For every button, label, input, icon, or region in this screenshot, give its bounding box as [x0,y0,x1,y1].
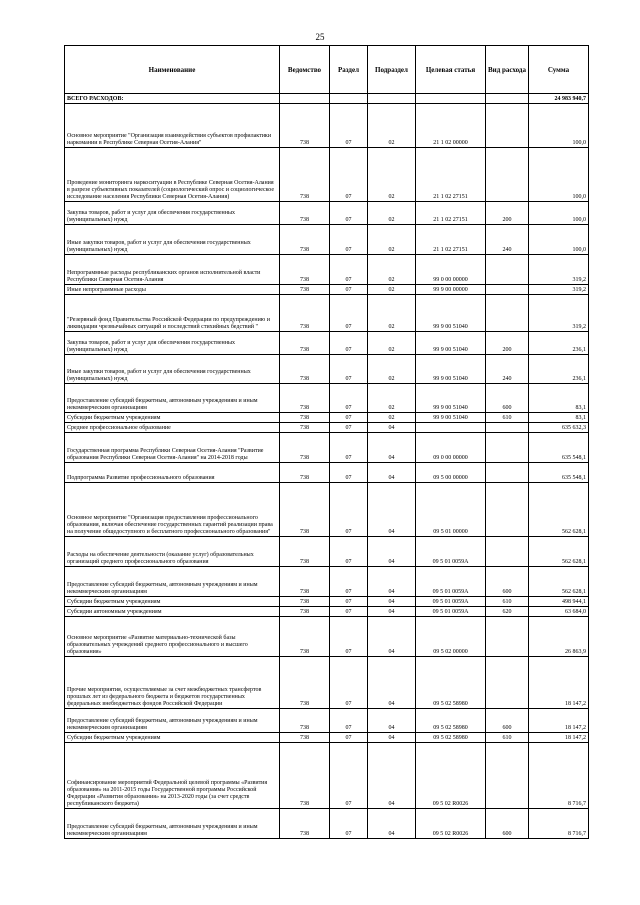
table-row [65,537,589,567]
cell-vid [486,433,529,463]
cell-name: Основное мероприятие "Организация взаимодействия субъектов профилактики наркомании в Республике Северная Осетия-Алания" [65,104,280,148]
cell-sec: 07 [330,433,368,463]
table-row [65,709,589,733]
cell-vid [486,483,529,537]
cell-tgt: 99 9 00 00000 [416,285,486,295]
cell-sec: 07 [330,567,368,597]
table-row [65,423,589,433]
cell-name: ВСЕГО РАСХОДОВ: [65,94,280,104]
cell-name: Проведение мониторинга наркоситуации в Республике Северная Осетия-Алания в разрезе субъективных показателей (социологический опрос и социологическое исследование населения Республики Северная Осетия-Алания) [65,148,280,202]
cell-tgt: 09 5 01 00000 [416,483,486,537]
cell-sub: 02 [368,225,416,255]
table-row [65,617,589,657]
cell-tgt: 09 5 01 0059А [416,597,486,607]
cell-sum: 100,0 [529,104,589,148]
cell-dept: 738 [280,355,330,384]
cell-name: Софинансирование мероприятий Федеральной целевой программы «Развития образования» на 2011-2015 годы Государственной программы Российской Федерации «Развития образования» на 2013-2020 годы (за счет средств республиканского бюджета) [65,743,280,809]
cell-name: Иные непрограммные расходы [65,285,280,295]
cell-sum: 498 944,1 [529,597,589,607]
cell-name: Субсидии бюджетным учреждениям [65,733,280,743]
cell-tgt [416,94,486,104]
cell-vid [486,295,529,332]
cell-vid: 600 [486,709,529,733]
cell-dept: 738 [280,709,330,733]
cell-dept: 738 [280,423,330,433]
cell-sub: 04 [368,617,416,657]
cell-tgt: 21 1 02 27151 [416,148,486,202]
table-row [65,743,589,809]
cell-sum: 83,1 [529,384,589,413]
cell-name: "Резервный фонд Правительства Российской Федерации по предупреждению и ликвидации чрезвычайных ситуаций и последствий стихийных бедствий " [65,295,280,332]
cell-sub: 04 [368,597,416,607]
cell-name: Предоставление субсидий бюджетным, автономным учреждениям и иным некоммерческим организациям [65,809,280,839]
cell-name: Иные закупки товаров, работ и услуг для обеспечения государственных (муниципальных) нужд [65,225,280,255]
cell-tgt: 09 5 00 00000 [416,463,486,483]
cell-vid [486,423,529,433]
table-row [65,597,589,607]
page-number: 25 [315,32,325,42]
cell-sub: 02 [368,255,416,285]
table-row [65,148,589,202]
cell-dept: 738 [280,809,330,839]
cell-sum: 236,1 [529,332,589,355]
cell-dept: 738 [280,433,330,463]
cell-sec: 07 [330,413,368,423]
cell-sub: 04 [368,743,416,809]
cell-vid: 240 [486,355,529,384]
cell-sec: 07 [330,423,368,433]
cell-tgt: 09 5 01 0059А [416,607,486,617]
cell-name: Предоставление субсидий бюджетным, автономным учреждениям и иным некоммерческим организациям [65,709,280,733]
cell-sum: 8 716,7 [529,743,589,809]
cell-tgt: 21 1 02 00000 [416,104,486,148]
cell-sum: 24 983 940,7 [529,94,589,104]
header-exptype: Вид расхода [486,46,529,94]
table-row [65,433,589,463]
cell-sec: 07 [330,597,368,607]
cell-sec: 07 [330,285,368,295]
cell-sum: 18 147,2 [529,733,589,743]
cell-vid [486,94,529,104]
cell-tgt: 21 1 02 27151 [416,202,486,225]
cell-dept: 738 [280,463,330,483]
table-row [65,285,589,295]
cell-sec: 07 [330,202,368,225]
cell-sec: 07 [330,657,368,709]
cell-name: Закупка товаров, работ и услуг для обеспечения государственных (муниципальных) нужд [65,202,280,225]
cell-tgt: 99 9 00 51040 [416,413,486,423]
cell-sum: 18 147,2 [529,709,589,733]
cell-name: Закупка товаров, работ и услуг для обеспечения государственных (муниципальных) нужд [65,332,280,355]
cell-sum: 562 628,1 [529,567,589,597]
cell-vid [486,743,529,809]
table-row [65,255,589,285]
cell-tgt: 99 9 00 51040 [416,384,486,413]
cell-sec: 07 [330,743,368,809]
cell-name: Государственная программа Республики Северная Осетия-Алания "Развитие образования Республики Северная Осетия-Алания" на 2014-2018 годы [65,433,280,463]
cell-vid [486,285,529,295]
table-row [65,607,589,617]
cell-vid: 200 [486,202,529,225]
cell-dept: 738 [280,202,330,225]
header-sum: Сумма [529,46,589,94]
cell-tgt: 09 5 01 0059А [416,537,486,567]
cell-tgt: 99 9 00 51040 [416,355,486,384]
cell-name: Непрограммные расходы республиканских органов исполнительной власти Республики Северная Осетия-Алания [65,255,280,285]
cell-name: Предоставление субсидий бюджетным, автономным учреждениям и иным некоммерческим организациям [65,567,280,597]
cell-tgt: 21 1 02 27151 [416,225,486,255]
cell-sub: 02 [368,285,416,295]
cell-sum: 319,2 [529,255,589,285]
cell-sum: 18 147,2 [529,657,589,709]
cell-sum: 100,0 [529,225,589,255]
cell-dept: 738 [280,104,330,148]
cell-name: Субсидии автономным учреждениям [65,607,280,617]
cell-vid [486,255,529,285]
cell-sec: 07 [330,225,368,255]
cell-sub: 02 [368,104,416,148]
cell-sec: 07 [330,617,368,657]
table-row [65,733,589,743]
cell-vid [486,537,529,567]
cell-sub: 02 [368,202,416,225]
cell-sub [368,94,416,104]
cell-vid [486,657,529,709]
cell-tgt: 09 5 02 00000 [416,617,486,657]
cell-sec: 07 [330,148,368,202]
cell-sec: 07 [330,255,368,285]
cell-vid: 600 [486,384,529,413]
cell-name: Основное мероприятие «Развитие материально-технической базы образовательных учреждений среднего профессионального и высшего образования» [65,617,280,657]
cell-dept [280,94,330,104]
cell-vid: 600 [486,809,529,839]
cell-sec: 07 [330,483,368,537]
cell-sub: 02 [368,413,416,423]
header-dept: Ведомство [280,46,330,94]
cell-sub: 04 [368,423,416,433]
header-section: Раздел [330,46,368,94]
cell-dept: 738 [280,285,330,295]
table-row [65,657,589,709]
total-row [65,94,589,104]
cell-sub: 04 [368,483,416,537]
cell-sum: 83,1 [529,413,589,423]
table-row [65,567,589,597]
cell-dept: 738 [280,332,330,355]
cell-tgt: 09 0 00 00000 [416,433,486,463]
cell-sec: 07 [330,355,368,384]
cell-sub: 04 [368,809,416,839]
cell-vid [486,104,529,148]
cell-tgt: 09 5 02 R0026 [416,809,486,839]
cell-dept: 738 [280,743,330,809]
cell-sum: 562 628,1 [529,537,589,567]
cell-name: Иные закупки товаров, работ и услуг для обеспечения государственных (муниципальных) нужд [65,355,280,384]
cell-sub: 04 [368,607,416,617]
cell-name: Расходы на обеспечение деятельности (оказание услуг) образовательных организаций среднего профессионального образования [65,537,280,567]
cell-sum: 236,1 [529,355,589,384]
cell-name: Предоставление субсидий бюджетным, автономным учреждениям и иным некоммерческим организациям [65,384,280,413]
cell-sec: 07 [330,295,368,332]
cell-sub: 02 [368,148,416,202]
cell-dept: 738 [280,537,330,567]
table-row [65,355,589,384]
cell-sum: 100,0 [529,202,589,225]
cell-sub: 02 [368,384,416,413]
cell-tgt: 09 5 02 58980 [416,709,486,733]
cell-name: Среднее профессиональное образование [65,423,280,433]
cell-sub: 04 [368,433,416,463]
cell-dept: 738 [280,567,330,597]
cell-sec: 07 [330,384,368,413]
cell-sec: 07 [330,332,368,355]
cell-dept: 738 [280,483,330,537]
cell-dept: 738 [280,225,330,255]
table-row [65,384,589,413]
cell-vid: 610 [486,413,529,423]
cell-sum: 319,2 [529,285,589,295]
cell-tgt: 09 5 02 R0026 [416,743,486,809]
header-row [65,46,589,94]
table-row [65,202,589,225]
cell-dept: 738 [280,148,330,202]
cell-dept: 738 [280,607,330,617]
cell-dept: 738 [280,733,330,743]
cell-sub: 02 [368,295,416,332]
cell-sec: 07 [330,809,368,839]
cell-name: Подпрограмма Развитие профессионального образования [65,463,280,483]
cell-sub: 02 [368,332,416,355]
cell-sec: 07 [330,463,368,483]
cell-name: Основное мероприятие "Организация предоставления профессионального образования, включая обеспечение государственных гарантий реализации права на получение общедоступного и бесплатного профессионального образования" [65,483,280,537]
cell-sub: 04 [368,709,416,733]
cell-sub: 02 [368,355,416,384]
cell-sub: 04 [368,657,416,709]
cell-sec: 07 [330,709,368,733]
cell-vid: 240 [486,225,529,255]
cell-vid: 610 [486,597,529,607]
cell-tgt: 99 9 00 51040 [416,295,486,332]
budget-table [64,45,589,839]
table-row [65,463,589,483]
cell-name: Субсидии бюджетным учреждениям [65,413,280,423]
cell-sec [330,94,368,104]
table-row [65,332,589,355]
cell-tgt: 99 0 00 00000 [416,255,486,285]
cell-sub: 04 [368,537,416,567]
cell-sum: 319,2 [529,295,589,332]
cell-tgt: 99 9 00 51040 [416,332,486,355]
cell-sec: 07 [330,607,368,617]
cell-name: Прочие мероприятия, осуществляемые за счет межбюджетных трансфертов прошлых лет из федерального бюджета и бюджетов государственных федеральных внебюджетных фондов Российской Федерации [65,657,280,709]
cell-dept: 738 [280,413,330,423]
header-name: Наименование [65,46,280,94]
cell-dept: 738 [280,255,330,285]
cell-sec: 07 [330,733,368,743]
cell-sec: 07 [330,537,368,567]
cell-tgt: 09 5 02 58980 [416,733,486,743]
cell-sum: 562 628,1 [529,483,589,537]
cell-vid [486,617,529,657]
cell-dept: 738 [280,295,330,332]
cell-sub: 04 [368,733,416,743]
cell-name: Субсидии бюджетным учреждениям [65,597,280,607]
header-target: Целевая статья [416,46,486,94]
cell-sum: 635 548,1 [529,463,589,483]
cell-sum: 100,0 [529,148,589,202]
cell-sec: 07 [330,104,368,148]
cell-vid: 620 [486,607,529,617]
cell-dept: 738 [280,617,330,657]
cell-vid [486,148,529,202]
table-row [65,483,589,537]
cell-vid [486,463,529,483]
cell-vid: 610 [486,733,529,743]
cell-tgt [416,423,486,433]
cell-sub: 04 [368,463,416,483]
cell-tgt: 09 5 02 58980 [416,657,486,709]
table-row [65,295,589,332]
cell-sum: 8 716,7 [529,809,589,839]
cell-tgt: 09 5 01 0059А [416,567,486,597]
cell-sum: 635 548,1 [529,433,589,463]
cell-dept: 738 [280,657,330,709]
header-subsection: Подраздел [368,46,416,94]
table-row [65,413,589,423]
table-row [65,104,589,148]
cell-sum: 26 863,9 [529,617,589,657]
cell-sum: 63 684,0 [529,607,589,617]
cell-sum: 635 632,3 [529,423,589,433]
cell-vid: 600 [486,567,529,597]
cell-dept: 738 [280,597,330,607]
table-row [65,809,589,839]
table-row [65,225,589,255]
cell-vid: 200 [486,332,529,355]
cell-dept: 738 [280,384,330,413]
cell-sub: 04 [368,567,416,597]
